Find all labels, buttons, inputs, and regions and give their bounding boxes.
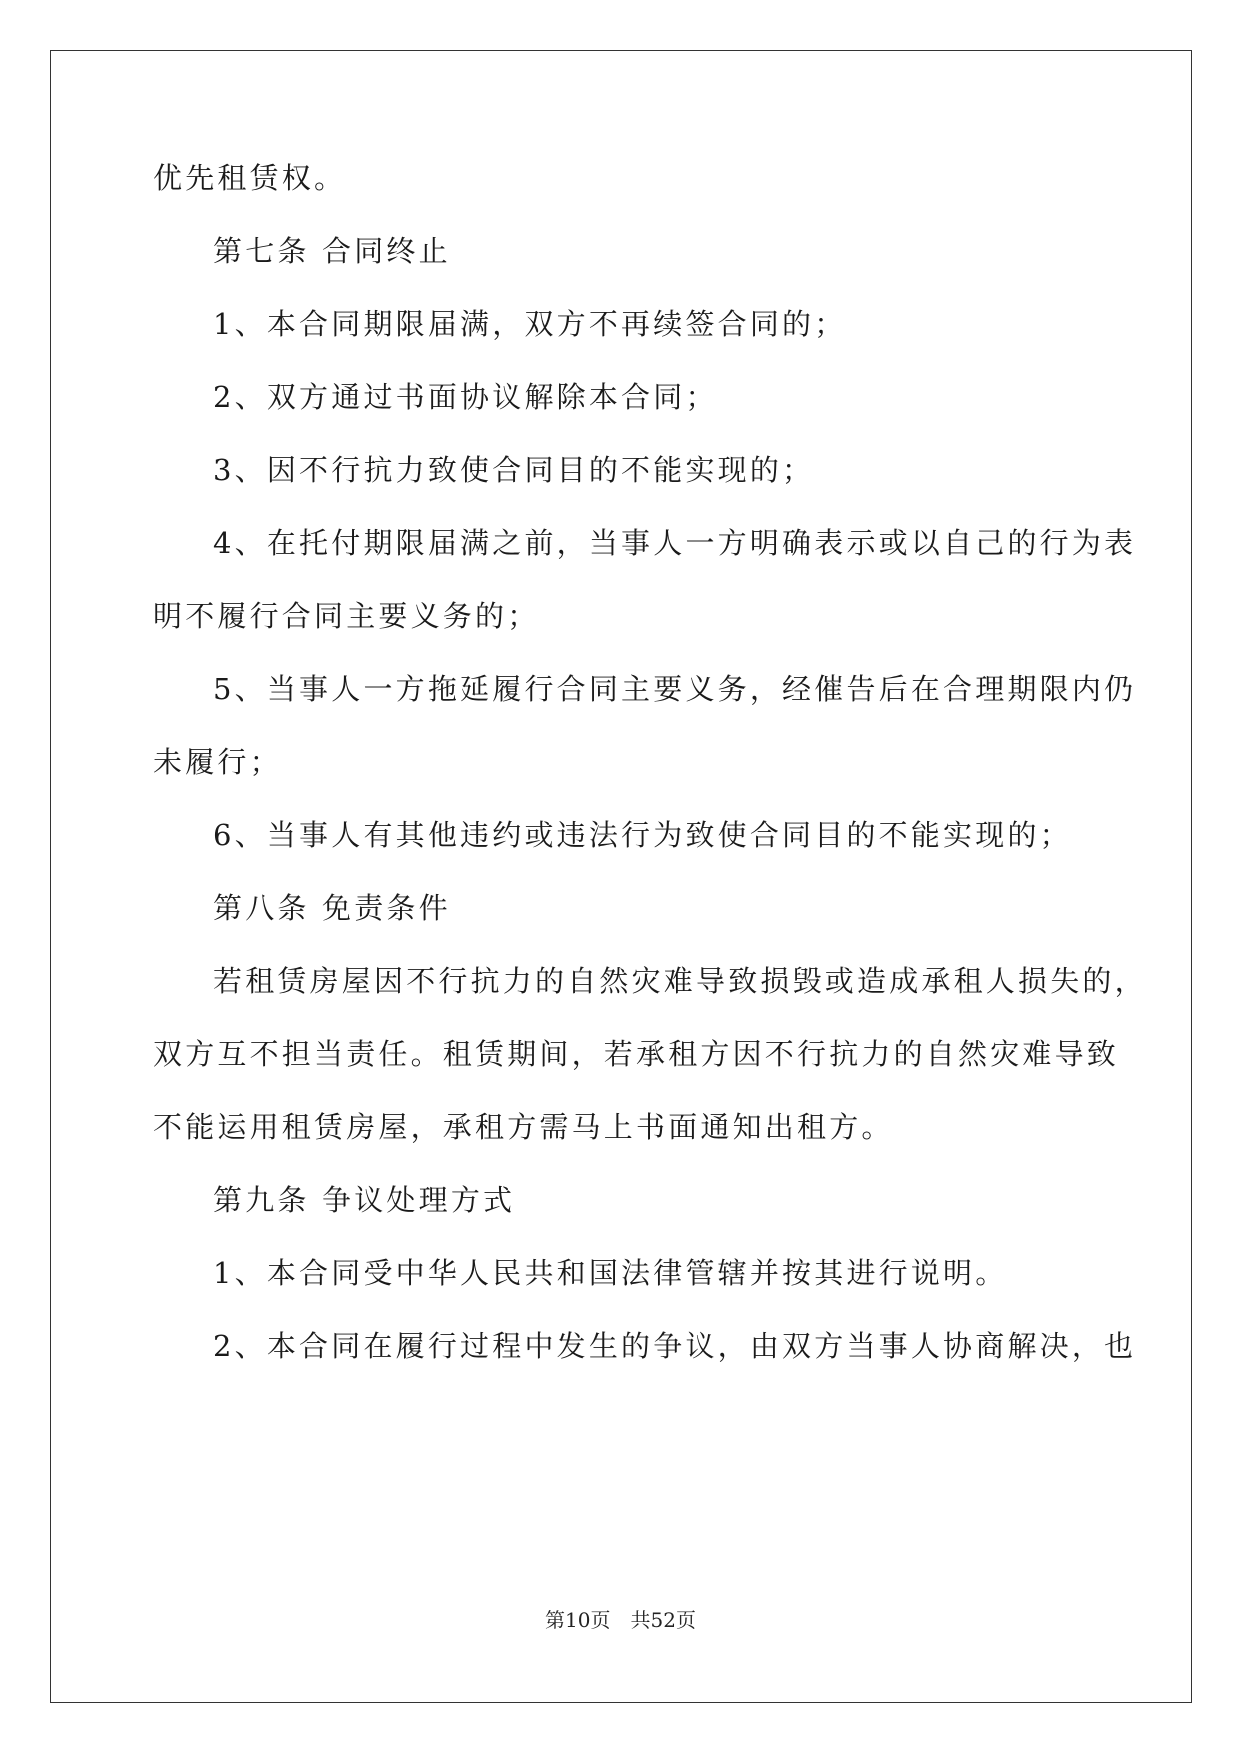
page-number: 第10页 bbox=[545, 1608, 611, 1632]
clause-line: 2、双方通过书面协议解除本合同； bbox=[213, 380, 718, 414]
paragraph-line: 双方互不担当责任。租赁期间，若承租方因不行抗力的自然灾难导致 bbox=[153, 1037, 1120, 1071]
clause-line: 3、因不行抗力致使合同目的不能实现的； bbox=[213, 453, 815, 487]
paragraph-line: 不能运用租赁房屋，承租方需马上书面通知出租方。 bbox=[153, 1110, 894, 1144]
clause-line: 1、本合同期限届满，双方不再续签合同的； bbox=[213, 307, 847, 341]
page-border bbox=[50, 50, 1192, 1703]
paragraph-line: 优先租赁权。 bbox=[153, 161, 347, 195]
page-total: 共52页 bbox=[630, 1608, 696, 1632]
section-heading-8: 第八条 免责条件 bbox=[213, 891, 451, 925]
section-heading-7: 第七条 合同终止 bbox=[213, 234, 451, 268]
section-heading-9: 第九条 争议处理方式 bbox=[213, 1183, 516, 1217]
clause-line: 2、本合同在履行过程中发生的争议，由双方当事人协商解决，也 bbox=[213, 1329, 1137, 1363]
clause-line: 4、在托付期限届满之前，当事人一方明确表示或以自己的行为表 bbox=[213, 526, 1137, 560]
page-footer bbox=[0, 1608, 1241, 1632]
clause-line-continued: 明不履行合同主要义务的； bbox=[153, 599, 540, 633]
clause-line: 1、本合同受中华人民共和国法律管辖并按其进行说明。 bbox=[213, 1256, 1008, 1290]
clause-line-continued: 未履行； bbox=[153, 745, 282, 779]
paragraph-line: 若租赁房屋因不行抗力的自然灾难导致损毁或造成承租人损失的， bbox=[213, 964, 1147, 998]
clause-line: 5、当事人一方拖延履行合同主要义务，经催告后在合理期限内仍 bbox=[213, 672, 1137, 706]
clause-line: 6、当事人有其他违约或违法行为致使合同目的不能实现的； bbox=[213, 818, 1072, 852]
